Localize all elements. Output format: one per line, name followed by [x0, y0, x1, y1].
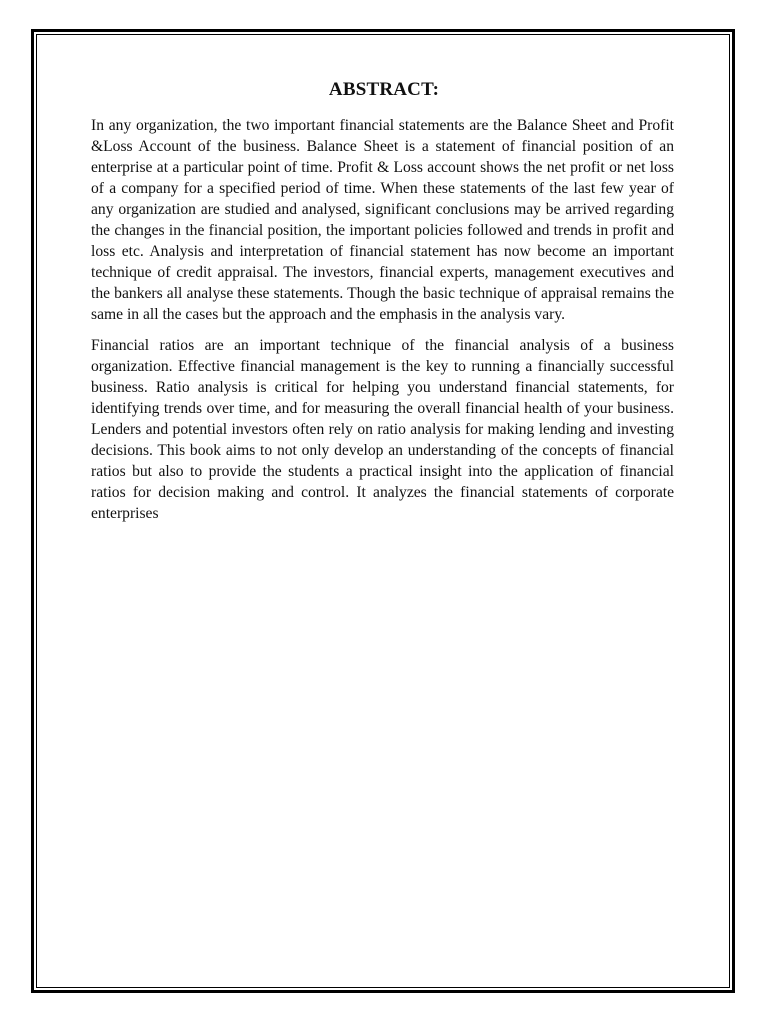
- abstract-paragraph-1: In any organization, the two important financial statements are the Balance Sheet and Profit &Loss Account of the business. Balance Sheet is a statement of financial position of an enterprise at a particular point of time. Profit & Loss account shows the net profit or net loss of a company for a specified period of time. When these statements of the last few year of any organization are studied and analysed, significant conclusions may be arrived regarding the changes in the financial position, the important policies followed and trends in profit and loss etc. Analysis and interpretation of financial statement has now become an important technique of credit appraisal. The investors, financial experts, management executives and the bankers all analyse these statements. Though the basic technique of appraisal remains the same in all the cases but the approach and the emphasis in the analysis vary.: [91, 117, 674, 323]
- abstract-title: ABSTRACT:: [328, 79, 440, 100]
- abstract-paragraph-2: Financial ratios are an important technique of the financial analysis of a business organization. Effective financial management is the key to running a financially successful business. Ratio analysis is critical for helping you understand financial statements, for identifying trends over time, and for measuring the overall financial health of your business. Lenders and potential investors often rely on ratio analysis for making lending and investing decisions. This book aims to not only develop an understanding of the concepts of financial ratios but also to provide the students a practical insight into the application of financial ratios for decision making and control. It analyzes the financial statements of corporate enterprises: [91, 337, 674, 522]
- abstract-body: [91, 115, 674, 534]
